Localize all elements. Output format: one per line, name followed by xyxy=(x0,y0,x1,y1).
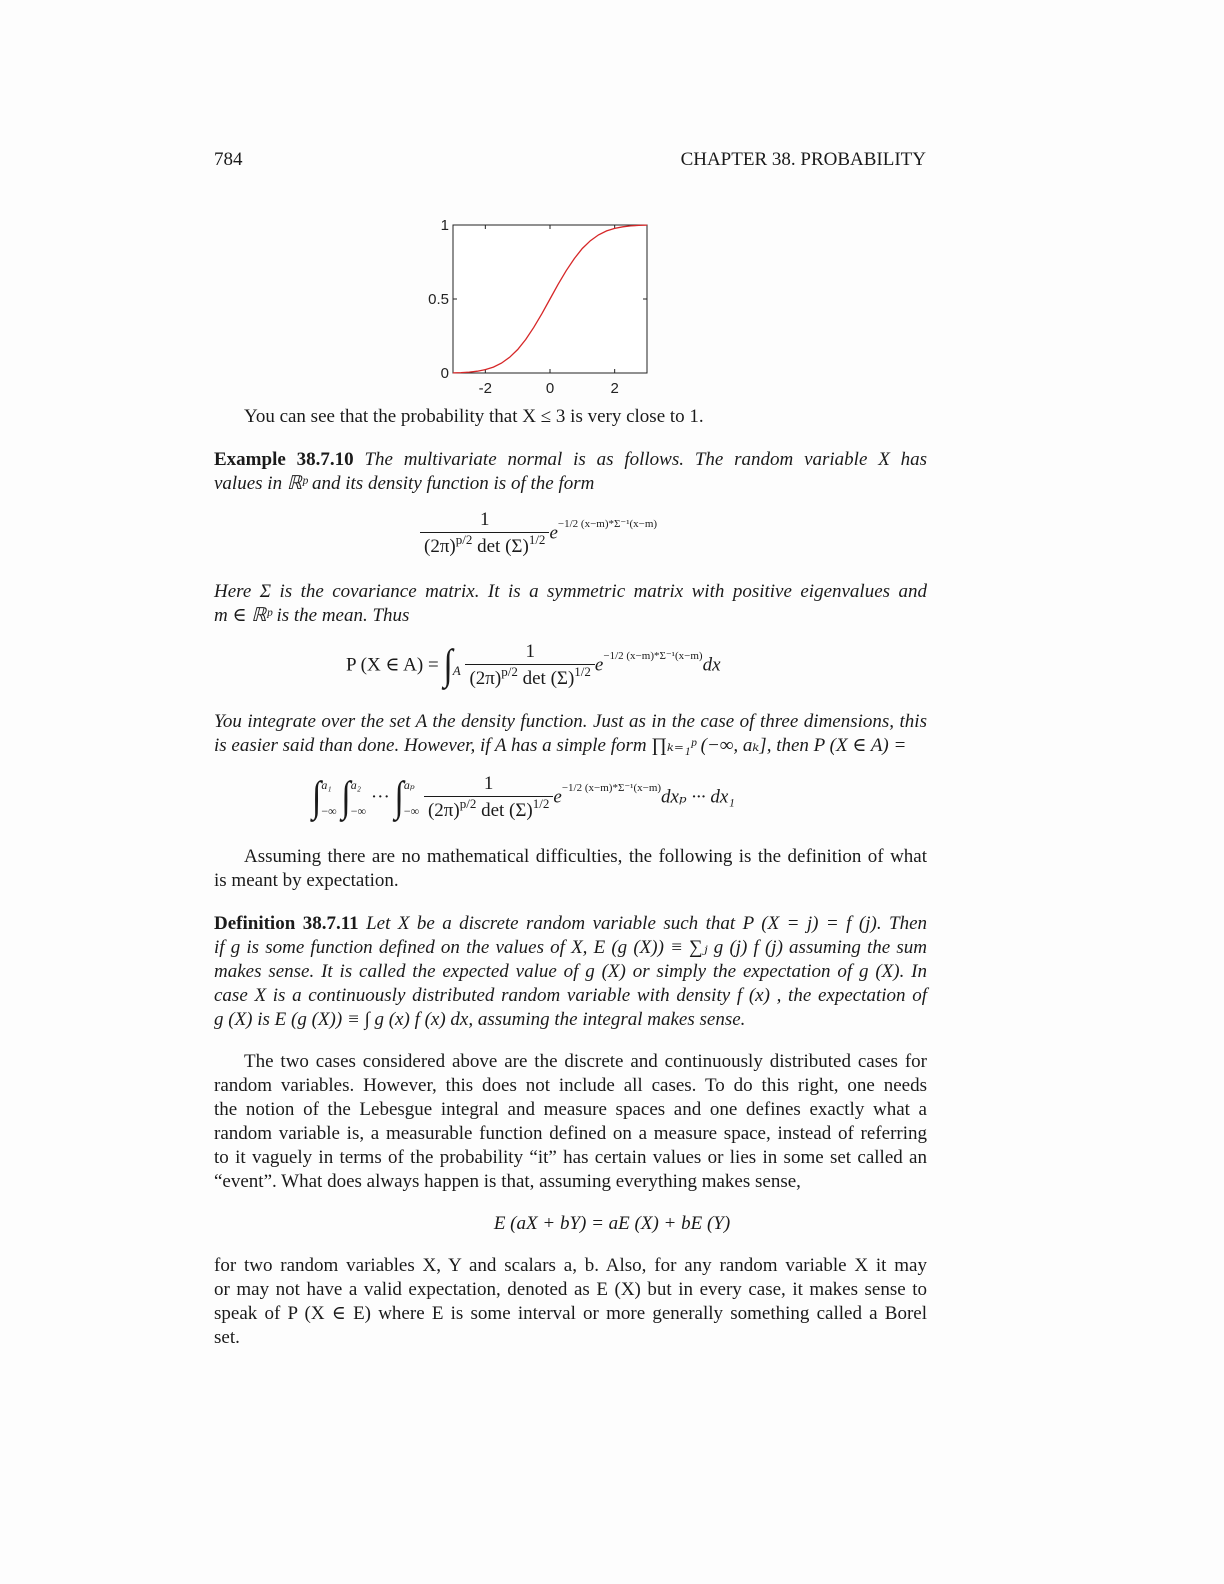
here-text-2: m ∈ ℝᵖ is the mean. Thus xyxy=(214,605,410,626)
page-number: 784 xyxy=(214,149,243,170)
paragraph-3-line-4: set. xyxy=(214,1327,240,1348)
assume-text-1: Assuming there are no mathematical difficulties, the following is the definition of what xyxy=(244,846,927,867)
assume-text-2: is meant by expectation. xyxy=(214,870,399,891)
paragraph-2-line-1: The two cases considered above are the discrete and continuously distributed cases for xyxy=(244,1051,927,1072)
normal-cdf-chart xyxy=(400,210,670,405)
x-tick-label: -2 xyxy=(478,380,493,397)
iterated-integral: ∫ a₁ −∞ ∫ a₂ −∞ ··· ∫ aₚ −∞ $\frac{1}{(2\pi)^{p/2} \det (\Sigma)^{1/2}}$ $e^{-1/2 (x-m)*\Sigma^{-1}(x-m)}dx_p$ ··· dx₁ xyxy=(312,772,735,824)
definition-text-3: makes sense. It is called the expected value of g (X) or simply the expectation of g (X). In xyxy=(214,961,927,982)
integral-dots: ··· xyxy=(370,786,390,808)
set-a: A xyxy=(452,663,461,679)
example-text-1: The multivariate normal is as follows. The random variable X has xyxy=(364,449,928,470)
paragraph-2-line-6: “event”. What does always happen is that, assuming everything makes sense, xyxy=(214,1171,801,1192)
example-text-2: values in ℝᵖ and its density function is of the form xyxy=(214,473,595,494)
here-text-1: Here Σ is the covariance matrix. It is a symmetric matrix with positive eigenvalues and xyxy=(214,581,927,602)
chart-caption: You can see that the probability that X ≤ 3 is very close to 1. xyxy=(244,406,704,427)
y-tick-label: 0.5 xyxy=(428,291,449,308)
example-label: Example 38.7.10 xyxy=(214,449,354,470)
integral-sign: ∫ xyxy=(443,642,453,689)
density-fraction-2: $\frac{1}{(2\pi)^{p/2} \det (\Sigma)^{1/2}}$ xyxy=(465,640,594,692)
density-formula xyxy=(420,508,657,560)
integrate-text-2: is easier said than done. However, if A has a simple form ∏ₖ₌₁ᵖ (−∞, aₖ], then P (X ∈ A) = xyxy=(214,735,907,756)
paragraph-2-line-3: the notion of the Lebesgue integral and measure spaces and one defines exactly what a xyxy=(214,1099,927,1120)
integral-over-a: P (X ∈ $A) = \int_A$ $\frac{1}{(2\pi)^{p/2} \det (\Sigma)^{1/2}}$ $e^{-1/2 (x-m)*\Sigma^{-1}(x-m)}dx$ xyxy=(346,640,721,692)
integrate-text-1: You integrate over the set A the density function. Just as in the case of three dimensions, this xyxy=(214,711,927,732)
paragraph-2-line-4: random variable is, a measurable function defined on a measure space, instead of referring xyxy=(214,1123,927,1144)
y-tick-label: 0 xyxy=(440,365,449,382)
definition-label: Definition 38.7.11 xyxy=(214,913,359,934)
exp-base: e xyxy=(549,522,558,544)
paragraph-3-line-1: for two random variables X, Y and scalars a, b. Also, for any random variable X it may xyxy=(214,1255,927,1276)
linearity-equation: E (aX + bY) = aE (X) + bE (Y) xyxy=(493,1213,731,1234)
x-tick-label: 2 xyxy=(610,380,619,397)
differentials: dxₚ ··· dx₁ xyxy=(661,786,735,808)
paragraph-3-line-2: or may not have a valid expectation, denoted as E (X) but in every case, it makes sense to xyxy=(214,1279,927,1300)
example-first-line xyxy=(214,448,927,472)
lhs: P (X ∈ A) = xyxy=(346,654,439,676)
y-tick-label: 1 xyxy=(440,217,449,234)
paragraph-2-line-2: random variables. However, this does not include all cases. To do this right, one needs xyxy=(214,1075,927,1096)
chapter-title: CHAPTER 38. PROBABILITY xyxy=(680,149,926,170)
definition-text-2: if g is some function defined on the values of X, E (g (X)) ≡ ∑ⱼ g (j) f (j) assuming the sum xyxy=(214,937,927,958)
exponent: −1/2 (x−m)*Σ⁻¹(x−m) xyxy=(557,518,658,531)
definition-first-line xyxy=(214,912,927,936)
density-fraction xyxy=(420,508,549,560)
paragraph-3-line-3: speak of P (X ∈ E) where E is some interval or more generally something called a Borel xyxy=(214,1303,927,1324)
numerator: 1 xyxy=(479,509,490,530)
paragraph-2-line-5: to it vaguely in terms of the probability “it” has certain values or lies in some set called an xyxy=(214,1147,927,1168)
denominator: $(2\pi)^{p/2}$ $\det (\Sigma)^{1/2}$ xyxy=(420,532,549,560)
x-tick-label: 0 xyxy=(545,380,555,397)
density-fraction-3: $\frac{1}{(2\pi)^{p/2} \det (\Sigma)^{1/2}}$ xyxy=(424,772,553,824)
definition-text-5: g (X) is E (g (X)) ≡ ∫ g (x) f (x) dx, assuming the integral makes sense. xyxy=(214,1009,746,1030)
definition-text-4: case X is a continuously distributed random variable with density f (x) , the expectation of xyxy=(214,985,927,1006)
definition-text-1: Let X be a discrete random variable such that P (X = j) = f (j). Then xyxy=(366,913,928,934)
dx: dx xyxy=(702,654,721,676)
